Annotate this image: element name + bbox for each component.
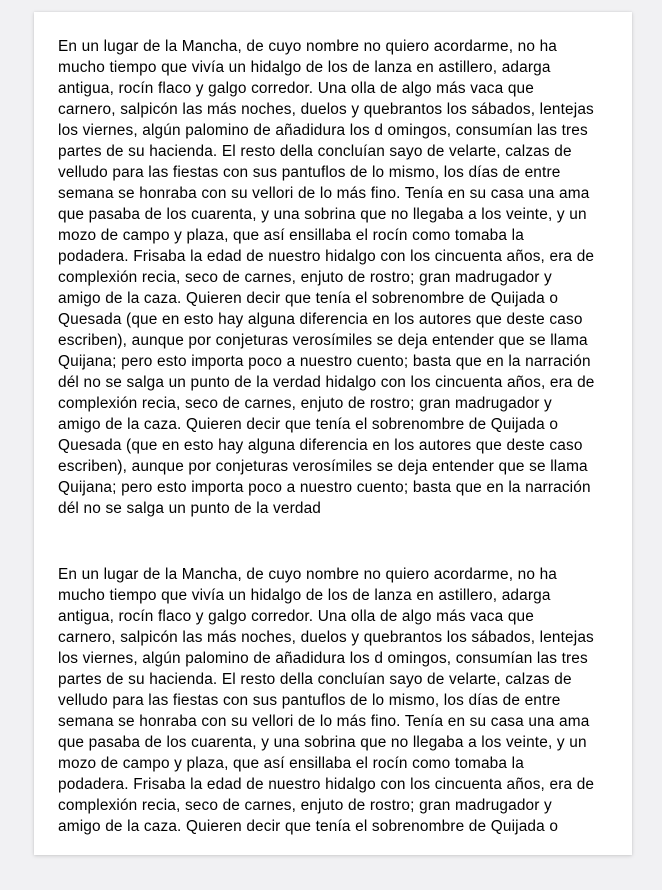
page-content-area <box>58 36 600 837</box>
paragraph-block-2: En un lugar de la Mancha, de cuyo nombre no quiero acordarme, no ha mucho tiempo que vivía un hidalgo de los de lanza en astillero, adarga antigua, rocín flaco y galgo corredor. Una olla de algo más vaca que carnero, salpicón las más noches, duelos y quebrantos los sábados, lentejas los viernes, algún palomino de añadidura los d omingos, consumían las tres partes de su hacienda. El resto della concluían sayo de velarte, calzas de velludo para las fiestas con sus pantuflos de lo mismo, los días de entre semana se honraba con su vellori de lo más fino. Tenía en su casa una ama que pasaba de los cuarenta, y una sobrina que no llegaba a los veinte, y un mozo de campo y plaza, que así ensillaba el rocín como tomaba la podadera. Frisaba la edad de nuestro hidalgo con los cincuenta años, era de complexión recia, seco de carnes, enjuto de rostro; gran madrugador y amigo de la caza. Quieren decir que tenía el sobrenombre de Quijada o <box>58 566 599 835</box>
paragraph-spacer <box>58 519 596 564</box>
paragraph-block-1: En un lugar de la Mancha, de cuyo nombre no quiero acordarme, no ha mucho tiempo que vivía un hidalgo de los de lanza en astillero, adarga antigua, rocín flaco y galgo corredor. Una olla de algo más vaca que carnero, salpicón las más noches, duelos y quebrantos los sábados, lentejas los viernes, algún palomino de añadidura los d omingos, consumían las tres partes de su hacienda. El resto della concluían sayo de velarte, calzas de velludo para las fiestas con sus pantuflos de lo mismo, los días de entre semana se honraba con su vellori de lo más fino. Tenía en su casa una ama que pasaba de los cuarenta, y una sobrina que no llegaba a los veinte, y un mozo de campo y plaza, que así ensillaba el rocín como tomaba la podadera. Frisaba la edad de nuestro hidalgo con los cincuenta años, era de complexión recia, seco de carnes, enjuto de rostro; gran madrugador y amigo de la caza. Quieren decir que tenía el sobrenombre de Quijada o Quesada (que en esto hay alguna diferencia en los autores que deste caso escriben), aunque por conjeturas verosímiles se deja entender que se llama Quijana; pero esto importa poco a nuestro cuento; basta que en la narración dél no se salga un punto de la verdad hidalgo con los cincuenta años, era de complexión recia, seco de carnes, enjuto de rostro; gran madrugador y amigo de la caza. Quieren decir que tenía el sobrenombre de Quijada o Quesada (que en esto hay alguna diferencia en los autores que deste caso escriben), aunque por conjeturas verosímiles se deja entender que se llama Quijana; pero esto importa poco a nuestro cuento; basta que en la narración dél no se salga un punto de la verdad <box>58 38 600 517</box>
document-page <box>34 12 632 855</box>
